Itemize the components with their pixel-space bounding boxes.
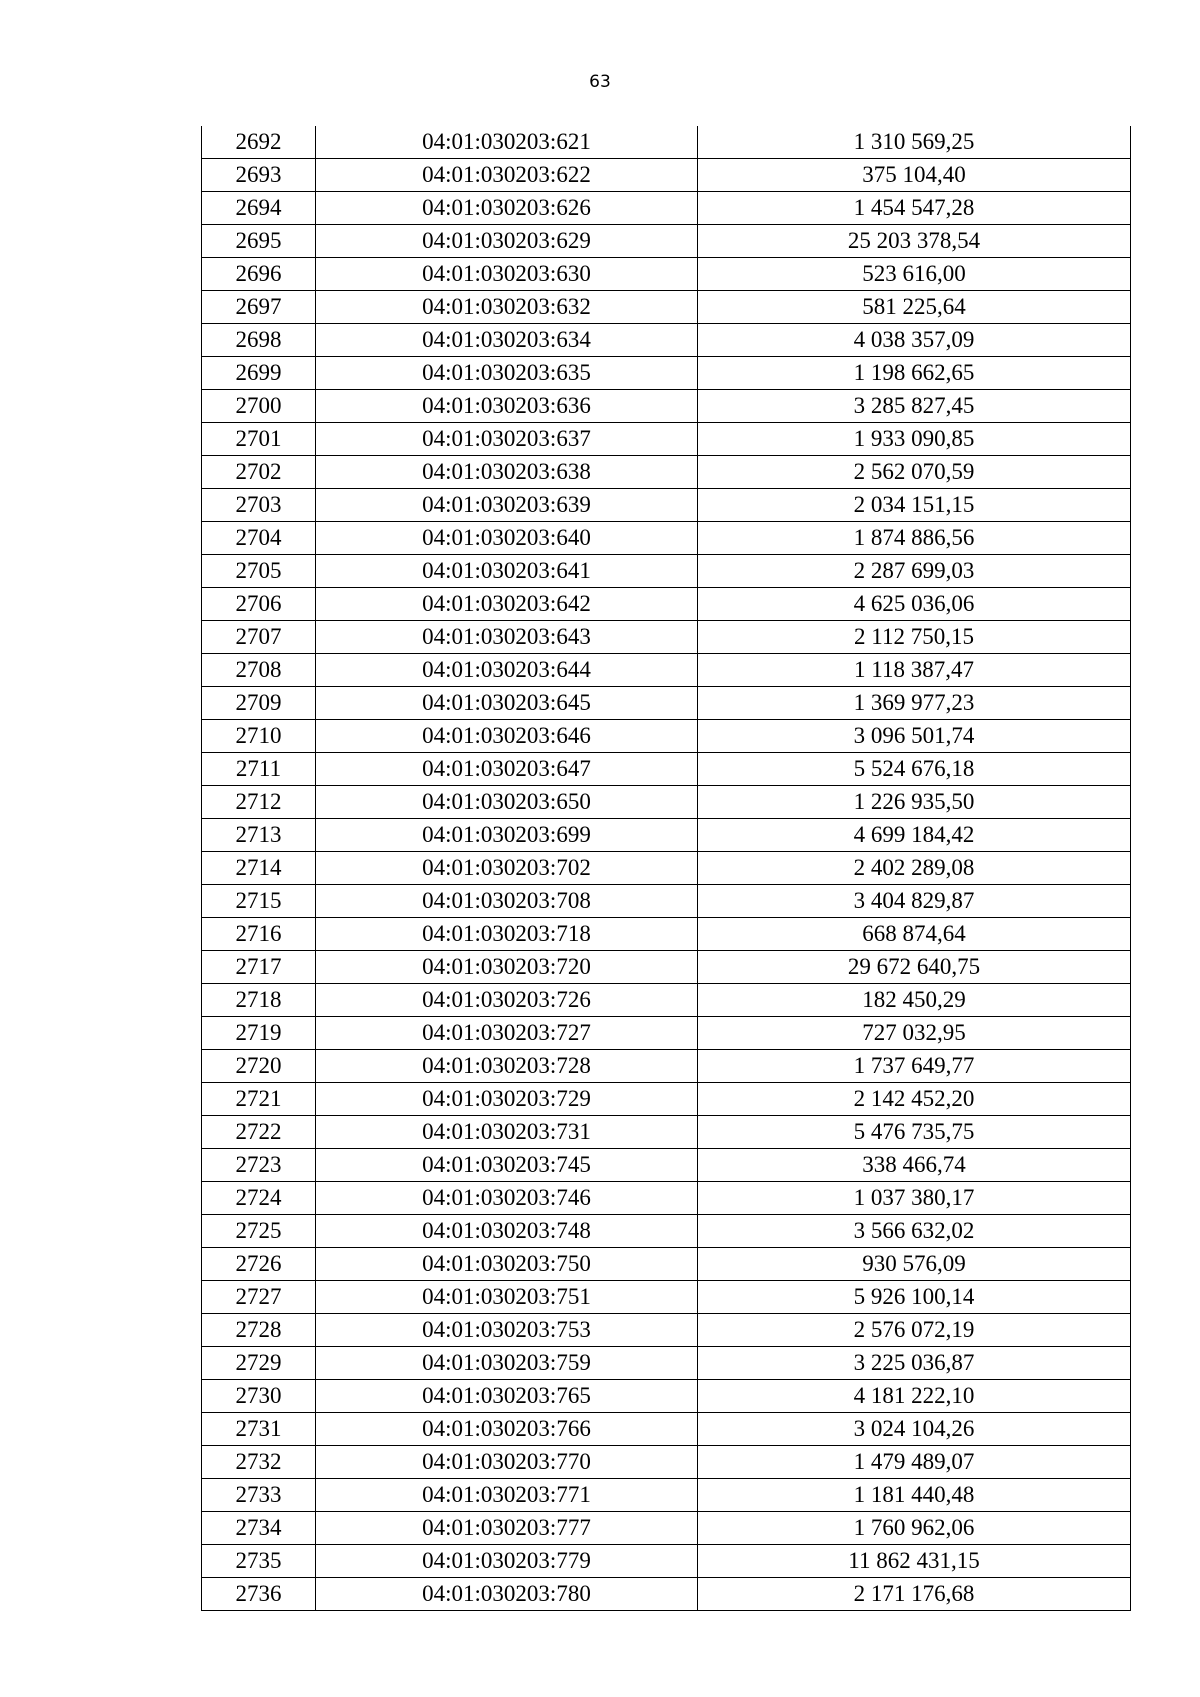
row-number-cell: 2704 — [202, 522, 316, 555]
cadastral-number-cell: 04:01:030203:759 — [316, 1347, 698, 1380]
table-row — [202, 1347, 1131, 1380]
row-number-cell: 2699 — [202, 357, 316, 390]
row-number-cell: 2724 — [202, 1182, 316, 1215]
table-row — [202, 489, 1131, 522]
cadastral-number-cell: 04:01:030203:626 — [316, 192, 698, 225]
cadastral-number-cell: 04:01:030203:632 — [316, 291, 698, 324]
cadastral-value-cell: 2 402 289,08 — [698, 852, 1131, 885]
cadastral-number-cell: 04:01:030203:727 — [316, 1017, 698, 1050]
table-row — [202, 555, 1131, 588]
cadastral-value-cell: 4 038 357,09 — [698, 324, 1131, 357]
cadastral-value-cell: 5 926 100,14 — [698, 1281, 1131, 1314]
cadastral-number-cell: 04:01:030203:751 — [316, 1281, 698, 1314]
table-row — [202, 1248, 1131, 1281]
cadastral-value-cell: 2 112 750,15 — [698, 621, 1131, 654]
cadastral-value-cell: 1 037 380,17 — [698, 1182, 1131, 1215]
cadastral-value-cell: 11 862 431,15 — [698, 1545, 1131, 1578]
table-row — [202, 588, 1131, 621]
row-number-cell: 2693 — [202, 159, 316, 192]
cadastral-number-cell: 04:01:030203:637 — [316, 423, 698, 456]
cadastral-number-cell: 04:01:030203:629 — [316, 225, 698, 258]
row-number-cell: 2710 — [202, 720, 316, 753]
cadastral-number-cell: 04:01:030203:646 — [316, 720, 698, 753]
table-row — [202, 1413, 1131, 1446]
table-row — [202, 852, 1131, 885]
table-row — [202, 1017, 1131, 1050]
row-number-cell: 2703 — [202, 489, 316, 522]
table-row — [202, 192, 1131, 225]
cadastral-number-cell: 04:01:030203:780 — [316, 1578, 698, 1611]
cadastral-number-cell: 04:01:030203:645 — [316, 687, 698, 720]
cadastral-number-cell: 04:01:030203:643 — [316, 621, 698, 654]
cadastral-number-cell: 04:01:030203:728 — [316, 1050, 698, 1083]
cadastral-number-cell: 04:01:030203:746 — [316, 1182, 698, 1215]
table-row — [202, 225, 1131, 258]
row-number-cell: 2720 — [202, 1050, 316, 1083]
cadastral-value-cell: 581 225,64 — [698, 291, 1131, 324]
row-number-cell: 2692 — [202, 126, 316, 159]
cadastral-value-cell: 1 181 440,48 — [698, 1479, 1131, 1512]
cadastral-value-cell: 668 874,64 — [698, 918, 1131, 951]
row-number-cell: 2733 — [202, 1479, 316, 1512]
row-number-cell: 2728 — [202, 1314, 316, 1347]
row-number-cell: 2702 — [202, 456, 316, 489]
row-number-cell: 2732 — [202, 1446, 316, 1479]
cadastral-number-cell: 04:01:030203:777 — [316, 1512, 698, 1545]
table-row — [202, 126, 1131, 159]
cadastral-number-cell: 04:01:030203:640 — [316, 522, 698, 555]
row-number-cell: 2705 — [202, 555, 316, 588]
cadastral-value-cell: 29 672 640,75 — [698, 951, 1131, 984]
row-number-cell: 2723 — [202, 1149, 316, 1182]
cadastral-value-cell: 3 225 036,87 — [698, 1347, 1131, 1380]
row-number-cell: 2731 — [202, 1413, 316, 1446]
table-row — [202, 1479, 1131, 1512]
cadastral-value-cell: 338 466,74 — [698, 1149, 1131, 1182]
table-row — [202, 1512, 1131, 1545]
table-row — [202, 1116, 1131, 1149]
row-number-cell: 2714 — [202, 852, 316, 885]
cadastral-value-table — [201, 126, 1131, 1611]
cadastral-value-cell: 727 032,95 — [698, 1017, 1131, 1050]
cadastral-number-cell: 04:01:030203:708 — [316, 885, 698, 918]
table-row — [202, 1545, 1131, 1578]
cadastral-number-cell: 04:01:030203:748 — [316, 1215, 698, 1248]
row-number-cell: 2730 — [202, 1380, 316, 1413]
cadastral-number-cell: 04:01:030203:647 — [316, 753, 698, 786]
cadastral-value-cell: 5 476 735,75 — [698, 1116, 1131, 1149]
cadastral-value-cell: 4 625 036,06 — [698, 588, 1131, 621]
cadastral-number-cell: 04:01:030203:630 — [316, 258, 698, 291]
cadastral-value-cell: 1 369 977,23 — [698, 687, 1131, 720]
cadastral-value-cell: 25 203 378,54 — [698, 225, 1131, 258]
cadastral-value-cell: 1 118 387,47 — [698, 654, 1131, 687]
row-number-cell: 2695 — [202, 225, 316, 258]
cadastral-value-cell: 2 034 151,15 — [698, 489, 1131, 522]
cadastral-value-cell: 1 310 569,25 — [698, 126, 1131, 159]
cadastral-value-cell: 375 104,40 — [698, 159, 1131, 192]
cadastral-value-cell: 1 198 662,65 — [698, 357, 1131, 390]
table-row — [202, 1149, 1131, 1182]
cadastral-value-cell: 3 404 829,87 — [698, 885, 1131, 918]
table-row — [202, 258, 1131, 291]
row-number-cell: 2712 — [202, 786, 316, 819]
table-row — [202, 423, 1131, 456]
table-row — [202, 1578, 1131, 1611]
cadastral-value-cell: 2 287 699,03 — [698, 555, 1131, 588]
table-row — [202, 885, 1131, 918]
row-number-cell: 2706 — [202, 588, 316, 621]
row-number-cell: 2694 — [202, 192, 316, 225]
row-number-cell: 2721 — [202, 1083, 316, 1116]
row-number-cell: 2711 — [202, 753, 316, 786]
row-number-cell: 2726 — [202, 1248, 316, 1281]
table-row — [202, 951, 1131, 984]
row-number-cell: 2735 — [202, 1545, 316, 1578]
row-number-cell: 2715 — [202, 885, 316, 918]
row-number-cell: 2722 — [202, 1116, 316, 1149]
table-row — [202, 390, 1131, 423]
cadastral-value-cell: 1 933 090,85 — [698, 423, 1131, 456]
row-number-cell: 2716 — [202, 918, 316, 951]
table-row — [202, 786, 1131, 819]
cadastral-value-cell: 4 699 184,42 — [698, 819, 1131, 852]
cadastral-number-cell: 04:01:030203:750 — [316, 1248, 698, 1281]
cadastral-number-cell: 04:01:030203:635 — [316, 357, 698, 390]
table-row — [202, 753, 1131, 786]
cadastral-value-cell: 2 142 452,20 — [698, 1083, 1131, 1116]
row-number-cell: 2717 — [202, 951, 316, 984]
cadastral-value-cell: 3 566 632,02 — [698, 1215, 1131, 1248]
row-number-cell: 2708 — [202, 654, 316, 687]
cadastral-number-cell: 04:01:030203:726 — [316, 984, 698, 1017]
table-row — [202, 1050, 1131, 1083]
row-number-cell: 2734 — [202, 1512, 316, 1545]
row-number-cell: 2698 — [202, 324, 316, 357]
cadastral-value-cell: 523 616,00 — [698, 258, 1131, 291]
cadastral-number-cell: 04:01:030203:766 — [316, 1413, 698, 1446]
cadastral-number-cell: 04:01:030203:771 — [316, 1479, 698, 1512]
table-row — [202, 918, 1131, 951]
row-number-cell: 2700 — [202, 390, 316, 423]
row-number-cell: 2727 — [202, 1281, 316, 1314]
cadastral-value-cell: 3 096 501,74 — [698, 720, 1131, 753]
cadastral-value-cell: 2 171 176,68 — [698, 1578, 1131, 1611]
cadastral-number-cell: 04:01:030203:622 — [316, 159, 698, 192]
cadastral-value-cell: 5 524 676,18 — [698, 753, 1131, 786]
row-number-cell: 2709 — [202, 687, 316, 720]
table-row — [202, 1314, 1131, 1347]
table-row — [202, 687, 1131, 720]
cadastral-number-cell: 04:01:030203:770 — [316, 1446, 698, 1479]
cadastral-value-cell: 3 285 827,45 — [698, 390, 1131, 423]
cadastral-value-cell: 1 226 935,50 — [698, 786, 1131, 819]
table-row — [202, 1281, 1131, 1314]
cadastral-value-cell: 3 024 104,26 — [698, 1413, 1131, 1446]
cadastral-number-cell: 04:01:030203:765 — [316, 1380, 698, 1413]
cadastral-number-cell: 04:01:030203:636 — [316, 390, 698, 423]
row-number-cell: 2713 — [202, 819, 316, 852]
page-number: 63 — [589, 72, 611, 92]
table-body — [202, 126, 1131, 1611]
table-row — [202, 291, 1131, 324]
row-number-cell: 2696 — [202, 258, 316, 291]
table-row — [202, 1083, 1131, 1116]
cadastral-number-cell: 04:01:030203:702 — [316, 852, 698, 885]
cadastral-number-cell: 04:01:030203:641 — [316, 555, 698, 588]
table-row — [202, 654, 1131, 687]
cadastral-value-cell: 2 576 072,19 — [698, 1314, 1131, 1347]
cadastral-number-cell: 04:01:030203:731 — [316, 1116, 698, 1149]
cadastral-value-cell: 182 450,29 — [698, 984, 1131, 1017]
row-number-cell: 2718 — [202, 984, 316, 1017]
table-row — [202, 984, 1131, 1017]
table-row — [202, 1215, 1131, 1248]
table-row — [202, 1446, 1131, 1479]
cadastral-number-cell: 04:01:030203:634 — [316, 324, 698, 357]
cadastral-value-cell: 1 874 886,56 — [698, 522, 1131, 555]
table-row — [202, 1182, 1131, 1215]
cadastral-number-cell: 04:01:030203:753 — [316, 1314, 698, 1347]
row-number-cell: 2736 — [202, 1578, 316, 1611]
cadastral-number-cell: 04:01:030203:718 — [316, 918, 698, 951]
table-row — [202, 522, 1131, 555]
table-row — [202, 324, 1131, 357]
cadastral-number-cell: 04:01:030203:650 — [316, 786, 698, 819]
cadastral-value-cell: 1 454 547,28 — [698, 192, 1131, 225]
cadastral-value-cell: 4 181 222,10 — [698, 1380, 1131, 1413]
cadastral-number-cell: 04:01:030203:699 — [316, 819, 698, 852]
table-row — [202, 159, 1131, 192]
cadastral-number-cell: 04:01:030203:745 — [316, 1149, 698, 1182]
cadastral-value-cell: 1 760 962,06 — [698, 1512, 1131, 1545]
table-row — [202, 1380, 1131, 1413]
cadastral-number-cell: 04:01:030203:638 — [316, 456, 698, 489]
cadastral-number-cell: 04:01:030203:644 — [316, 654, 698, 687]
row-number-cell: 2725 — [202, 1215, 316, 1248]
cadastral-value-cell: 1 737 649,77 — [698, 1050, 1131, 1083]
cadastral-value-cell: 2 562 070,59 — [698, 456, 1131, 489]
row-number-cell: 2729 — [202, 1347, 316, 1380]
row-number-cell: 2719 — [202, 1017, 316, 1050]
cadastral-value-cell: 1 479 489,07 — [698, 1446, 1131, 1479]
cadastral-number-cell: 04:01:030203:621 — [316, 126, 698, 159]
cadastral-number-cell: 04:01:030203:639 — [316, 489, 698, 522]
table-row — [202, 621, 1131, 654]
cadastral-number-cell: 04:01:030203:729 — [316, 1083, 698, 1116]
table-row — [202, 819, 1131, 852]
table-row — [202, 456, 1131, 489]
row-number-cell: 2707 — [202, 621, 316, 654]
cadastral-number-cell: 04:01:030203:720 — [316, 951, 698, 984]
row-number-cell: 2701 — [202, 423, 316, 456]
table-row — [202, 720, 1131, 753]
cadastral-number-cell: 04:01:030203:779 — [316, 1545, 698, 1578]
cadastral-value-cell: 930 576,09 — [698, 1248, 1131, 1281]
cadastral-number-cell: 04:01:030203:642 — [316, 588, 698, 621]
table-row — [202, 357, 1131, 390]
row-number-cell: 2697 — [202, 291, 316, 324]
